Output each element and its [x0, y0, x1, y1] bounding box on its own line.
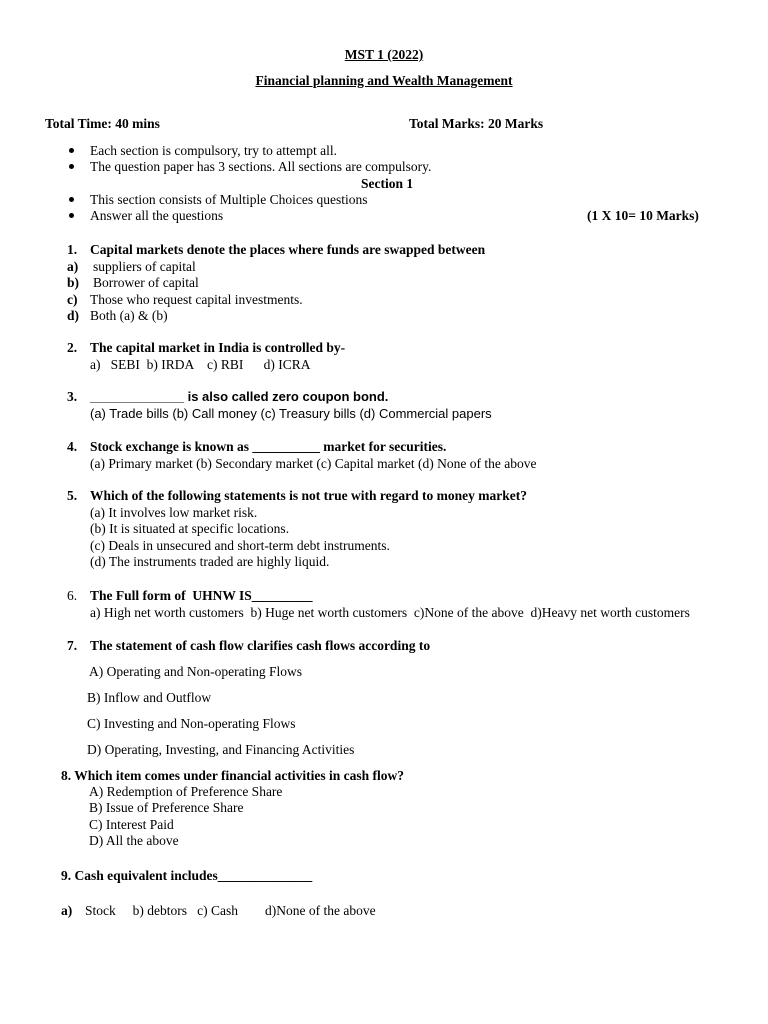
option-text: D) All the above: [89, 833, 179, 848]
option-label: a): [61, 903, 73, 918]
instruction-item: The question paper has 3 sections. All sections are compulsory.: [90, 159, 432, 174]
question-number: 5.: [67, 488, 78, 503]
question-text: The Full form of UHNW IS_________: [90, 588, 313, 603]
bullet-icon: [69, 148, 74, 153]
option-text: (d) The instruments traded are highly liquid.: [90, 554, 330, 569]
bullet-icon: [69, 197, 74, 202]
options-line: a) High net worth customers b) Huge net worth customers c)None of the above d)Heavy net worth customers: [90, 605, 690, 620]
question-text: Stock exchange is known as __________ market for securities.: [90, 439, 447, 454]
question-number: 6.: [67, 588, 78, 603]
option-text: A) Operating and Non-operating Flows: [89, 664, 302, 679]
option-text: Borrower of capital: [93, 275, 199, 290]
question-number: 1.: [67, 242, 78, 257]
option-label: c): [67, 292, 78, 307]
question-text: The capital market in India is controlled by-: [90, 340, 346, 355]
option-text: A) Redemption of Preference Share: [89, 784, 283, 799]
question-text: Which of the following statements is not true with regard to money market?: [90, 488, 527, 503]
total-marks: Total Marks: 20 Marks: [409, 116, 544, 131]
total-time: Total Time: 40 mins: [45, 116, 160, 131]
course-title: Financial planning and Wealth Management: [255, 73, 513, 88]
question-text: _____________ is also called zero coupon bond.: [90, 389, 389, 404]
options-line: Stock b) debtors c) Cash d)None of the above: [85, 903, 376, 918]
options-line: (a) Trade bills (b) Call money (c) Treasury bills (d) Commercial papers: [90, 406, 492, 421]
option-text: (b) It is situated at specific locations.: [90, 521, 290, 536]
option-text: C) Investing and Non-operating Flows: [87, 716, 296, 731]
option-text: D) Operating, Investing, and Financing Activities: [87, 742, 355, 757]
question-number: 3.: [67, 389, 78, 404]
option-text: Those who request capital investments.: [90, 292, 303, 307]
section-instruction: Answer all the questions: [90, 208, 224, 223]
options-line: a) SEBI b) IRDA c) RBI d) ICRA: [90, 357, 311, 372]
option-label: b): [67, 275, 80, 290]
section-title: Section 1: [361, 176, 414, 191]
option-label: a): [67, 259, 79, 274]
section-marks: (1 X 10= 10 Marks): [587, 208, 699, 223]
exam-title: MST 1 (2022): [344, 47, 424, 62]
question-text: 8. Which item comes under financial activities in cash flow?: [61, 768, 404, 783]
option-text: B) Issue of Preference Share: [89, 800, 244, 815]
question-number: 7.: [67, 638, 78, 653]
bullet-icon: [69, 213, 74, 218]
question-text: The statement of cash flow clarifies cash flows according to: [90, 638, 431, 653]
option-text: (c) Deals in unsecured and short-term debt instruments.: [90, 538, 390, 553]
instruction-item: Each section is compulsory, try to attempt all.: [90, 143, 337, 158]
question-number: 4.: [67, 439, 78, 454]
options-line: (a) Primary market (b) Secondary market (c) Capital market (d) None of the above: [90, 456, 537, 471]
option-text: Both (a) & (b): [90, 308, 168, 323]
bullet-icon: [69, 164, 74, 169]
question-text: 9. Cash equivalent includes______________: [61, 868, 313, 883]
section-instruction: This section consists of Multiple Choices questions: [90, 192, 368, 207]
option-text: C) Interest Paid: [89, 817, 174, 832]
option-label: d): [67, 308, 80, 323]
question-number: 2.: [67, 340, 78, 355]
question-text: Capital markets denote the places where funds are swapped between: [90, 242, 486, 257]
option-text: (a) It involves low market risk.: [90, 505, 258, 520]
option-text: B) Inflow and Outflow: [87, 690, 212, 705]
option-text: suppliers of capital: [93, 259, 196, 274]
